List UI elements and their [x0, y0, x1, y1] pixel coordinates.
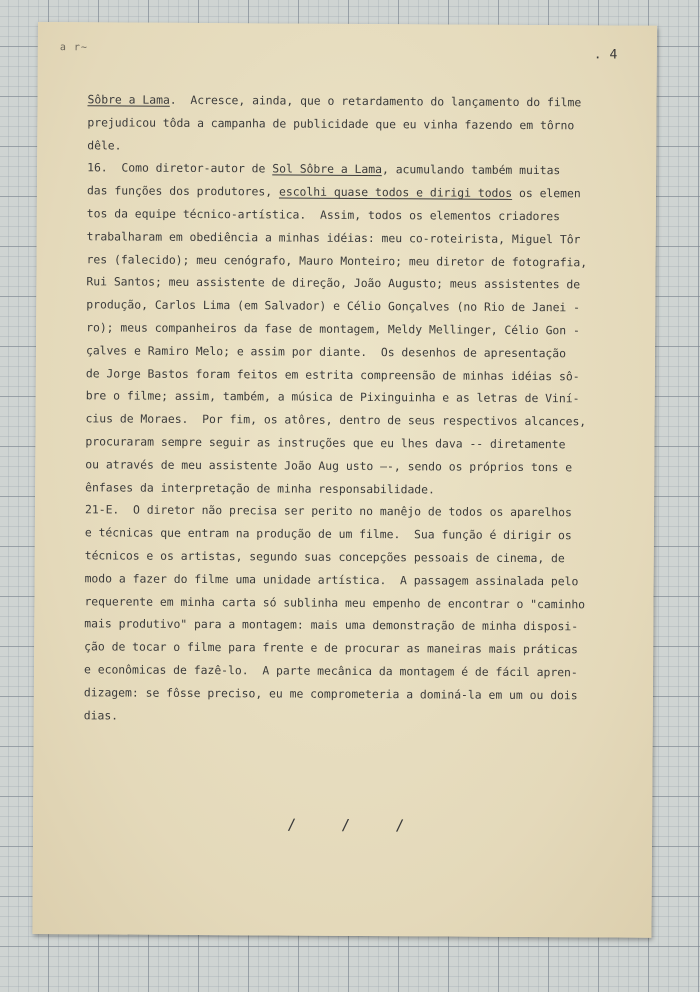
text-segment: trabalharam em obediência a minhas idéias: meu co-roteirista, Miguel Tôr: [86, 229, 581, 247]
text-segment: produção, Carlos Lima (em Salvador) e Célio Gonçalves (no Rio de Janei -: [86, 297, 581, 315]
text-segment: dêle.: [87, 137, 122, 153]
text-line: [84, 658, 624, 684]
text-segment: das funções dos produtores,: [86, 183, 280, 199]
text-line: [86, 293, 626, 319]
text-segment: mais produtivo" para a montagem: mais uma demonstração de minha disposi-: [84, 616, 579, 634]
end-mark: / / /: [287, 815, 423, 835]
text-line: [86, 362, 626, 388]
text-segment: de Jorge Bastos foram feitos em estrita compreensão de minhas idéias sô-: [85, 365, 580, 383]
text-line: [85, 544, 625, 570]
text-segment: res (falecido); meu cenógrafo, Mauro Monteiro; meu diretor de fotografia,: [86, 251, 588, 269]
text-line: [84, 704, 624, 730]
text-line: [86, 271, 626, 297]
text-line: [86, 385, 626, 411]
text-line: [87, 157, 627, 183]
text-segment: çalves e Ramiro Melo; e assim por diante. Os desenhos de apresentação: [85, 343, 567, 360]
text-segment: e econômicas de fazê-lo. A parte mecânica da montagem é de fácil apren-: [84, 662, 578, 680]
text-segment: bre o filme; assim, também, a música de Pixinguinha e as letras de Viní-: [85, 388, 580, 406]
text-segment: , acumulando também muitas: [381, 162, 561, 178]
text-segment: ção de tocar o filme para frente e de procurar as maneiras mais práticas: [84, 639, 578, 657]
text-line: [87, 225, 627, 251]
text-line: [87, 111, 627, 137]
text-segment: ênfases da interpretação de minha responsabilidade.: [85, 479, 435, 496]
text-line: [84, 681, 624, 707]
typed-page: [32, 22, 657, 938]
text-line: [85, 567, 625, 593]
text-line: [87, 179, 627, 205]
text-segment: e técnicas que entram na produção de um filme. Sua função é dirigir os: [84, 525, 572, 543]
text-segment: tos da equipe técnico-artística. Assim, todos os elementos criadores: [86, 206, 561, 224]
text-segment: prejudicou tôda a campanha de publicidade que eu vinha fazendo em tôrno: [87, 115, 575, 133]
text-line: [85, 521, 625, 547]
underlined-text: escolhi quase todos e dirigi todos: [278, 184, 513, 201]
text-line: [86, 407, 626, 433]
text-segment: ro); meus companheiros da fase de montagem, Meldy Mellinger, Célio Gon -: [86, 320, 580, 338]
text-line: [86, 248, 626, 274]
text-line: [87, 88, 627, 114]
text-segment: cius de Moraes. Por fim, os atôres, dentro de seus respectivos alcances,: [85, 411, 587, 429]
text-line: [84, 635, 624, 661]
corner-mark: a r~: [59, 42, 88, 54]
text-line: [85, 453, 625, 479]
text-segment: 21-E. O diretor não precisa ser perito no manêjo de todos os aparelhos: [84, 502, 572, 520]
text-line: [87, 134, 627, 160]
text-segment: dizagem: se fôsse preciso, eu me comprometeria a dominá-la em um ou dois: [83, 685, 578, 703]
text-segment: técnicos e os artistas, segundo suas concepções pessoais de cinema, de: [84, 548, 565, 566]
underlined-text: Sôbre a Lama: [87, 92, 170, 107]
text-segment: procuraram sempre seguir as instruções que eu lhes dava -- diretamente: [85, 434, 566, 452]
text-line: [85, 430, 625, 456]
text-line: [84, 590, 624, 616]
text-line: [86, 339, 626, 365]
text-line: [87, 202, 627, 228]
text-segment: dias.: [83, 707, 119, 723]
text-line: [86, 316, 626, 342]
text-line: [85, 476, 625, 502]
text-segment: . Acresce, ainda, que o retardamento do lançamento do filme: [169, 92, 582, 110]
text-line: [84, 613, 624, 639]
text-segment: ou através de meu assistente João Aug usto —-, sendo os próprios tons e: [85, 457, 573, 475]
text-segment: os elemen: [512, 186, 581, 201]
page-number: . 4: [593, 47, 618, 63]
underlined-text: Sol Sôbre a Lama: [272, 161, 383, 177]
body-text: [84, 88, 628, 730]
text-segment: requerente em minha carta só sublinha meu empenho de encontrar o "caminho: [84, 593, 586, 611]
text-segment: 16. Como diretor-autor de: [87, 160, 273, 176]
text-line: [85, 499, 625, 525]
text-segment: Rui Santos; meu assistente de direção, João Augusto; meus assistentes de: [86, 274, 581, 292]
text-segment: modo a fazer do filme uma unidade artística. A passagem assinalada pelo: [84, 571, 579, 589]
